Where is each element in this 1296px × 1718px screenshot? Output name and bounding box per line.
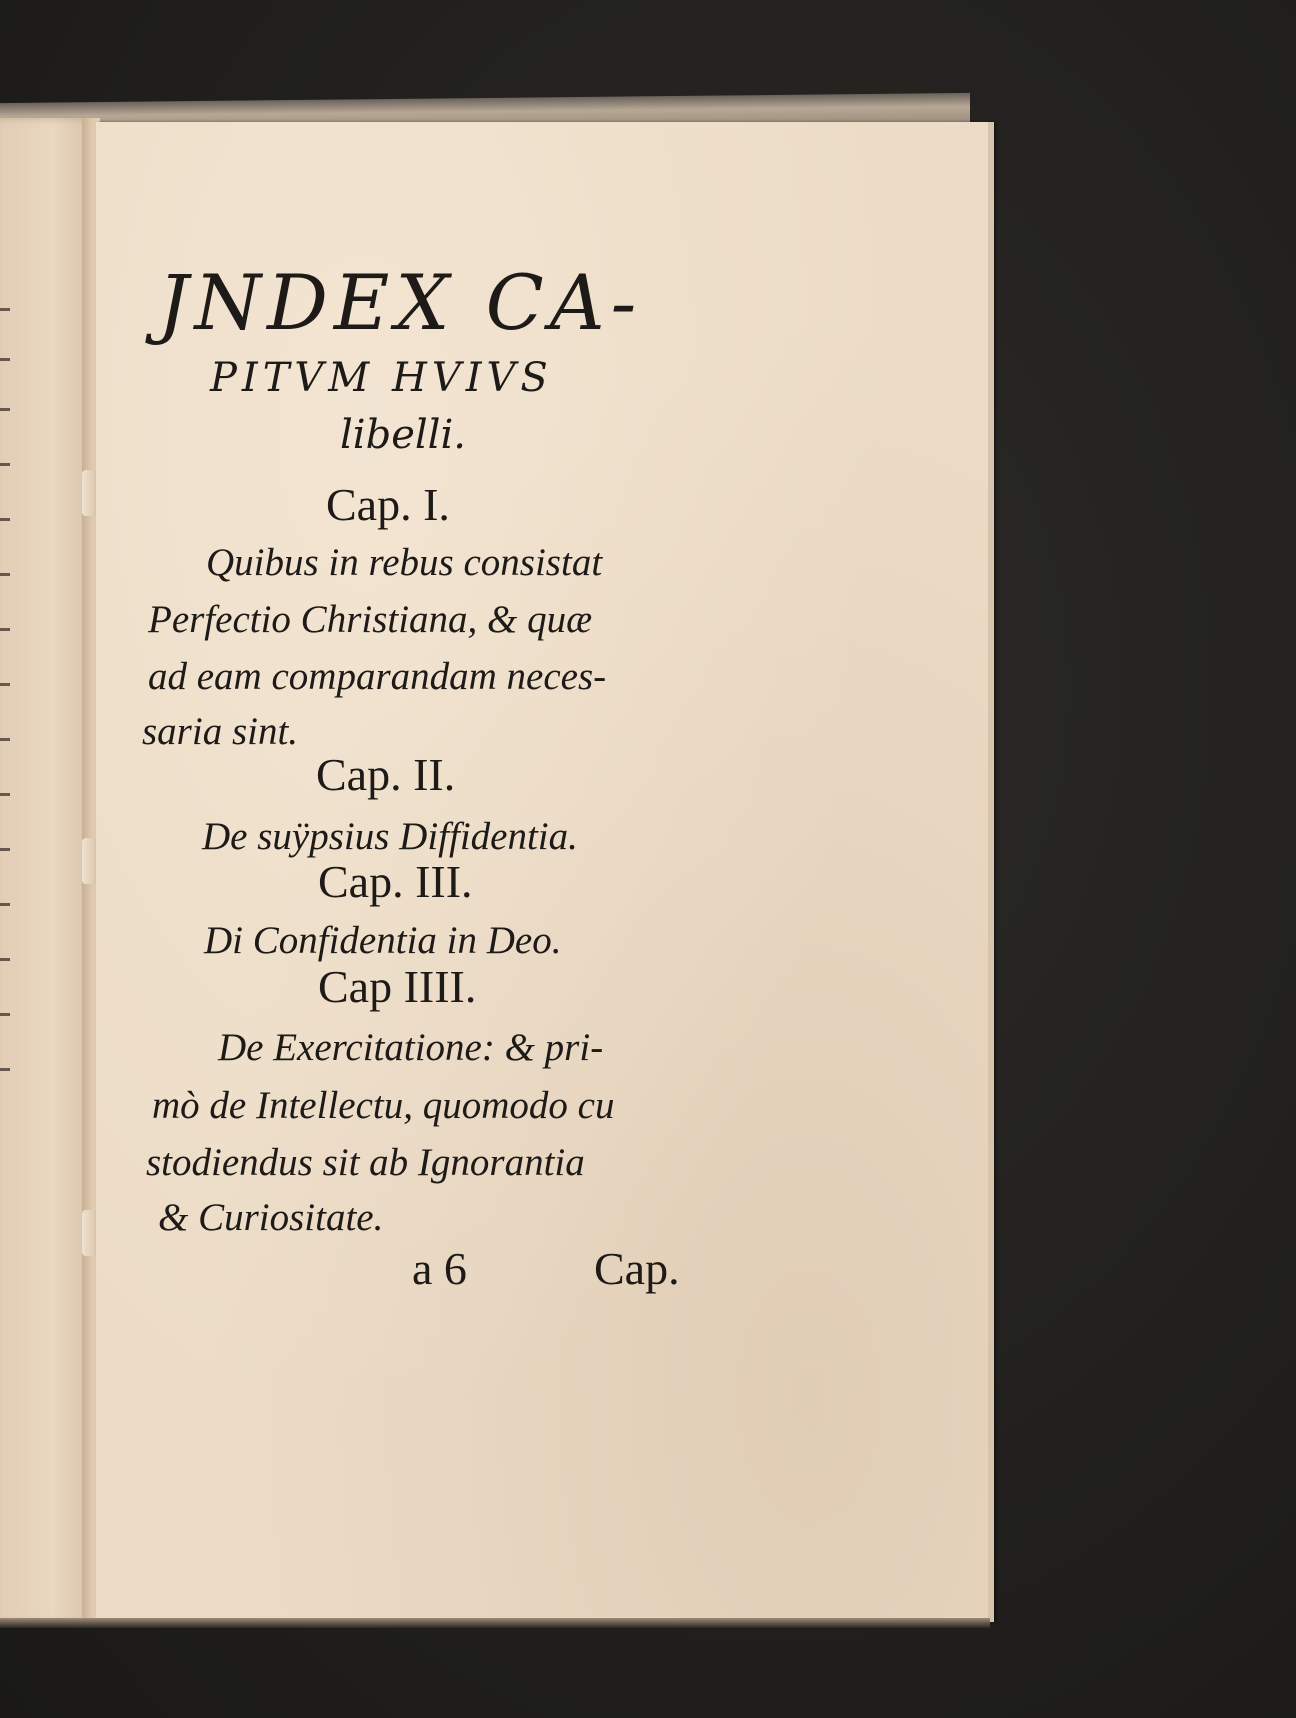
index-title-line-2: PITVM HVIVS [210,355,553,401]
index-title-line-1: JNDEX CA- [158,258,643,347]
chapter-1-line-1: Quibus in rebus consistat [206,541,603,584]
signature-mark: a 6 [412,1243,467,1294]
right-page [96,122,994,1622]
chapter-heading-3: Cap. III. [318,856,473,907]
chapter-4-line-4: & Curiositate. [158,1196,384,1239]
chapter-1-line-4: saria sint. [142,710,299,753]
chapter-heading-2: Cap. II. [316,749,456,800]
chapter-heading-1: Cap. I. [326,479,450,530]
catchword: Cap. [594,1243,680,1294]
chapter-2-line-1: De suÿpsius Diffidentia. [202,815,578,858]
page-bottom-edge [0,1618,990,1628]
chapter-3-line-1: Di Confidentia in Deo. [204,919,562,962]
chapter-4-line-2: mò de Intellectu, quomodo cu [152,1084,615,1127]
chapter-heading-4: Cap IIII. [318,961,477,1012]
chapter-1-line-2: Perfectio Christiana, & quæ [148,598,593,641]
chapter-1-line-3: ad eam comparandam neces- [148,655,607,698]
chapter-4-line-1: De Exercitatione: & pri- [218,1026,604,1069]
chapter-4-line-3: stodiendus sit ab Ignorantia [146,1141,585,1184]
index-title-line-3: libelli. [340,412,466,458]
